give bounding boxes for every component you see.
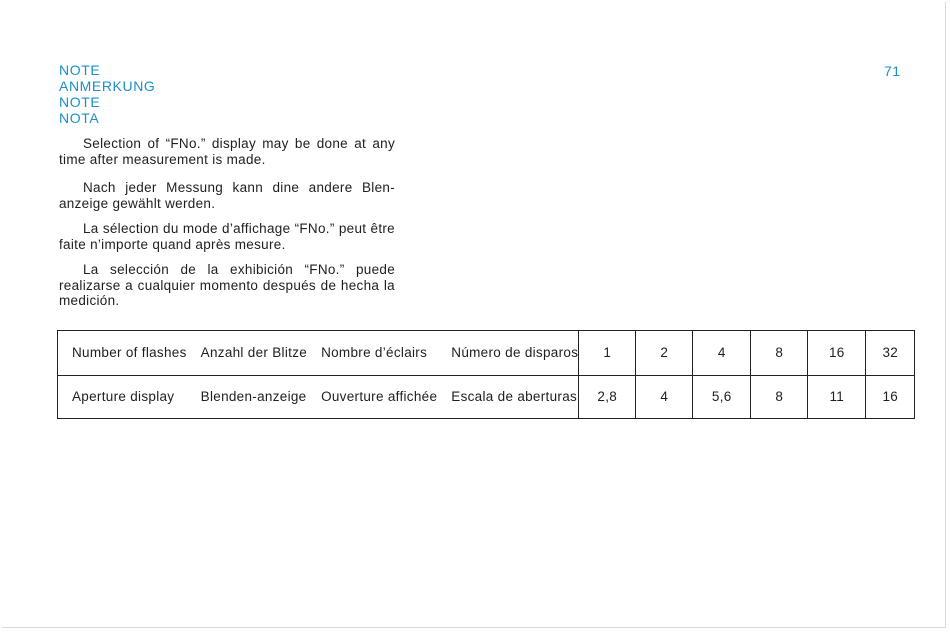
note-text-de: Nach jeder Messung kann dine andere Blen-anzeige gewählt werden. [59, 180, 395, 211]
label-de: Blenden-anzeige [187, 376, 307, 419]
value-cell: 16 [808, 331, 866, 376]
label-fr: Ouverture affichée [307, 376, 437, 419]
value-cell: 11 [808, 376, 866, 419]
table-row-flashes [58, 331, 915, 376]
note-heading-fr: NOTE [59, 94, 101, 110]
label-en: Aperture display [58, 376, 187, 419]
label-de: Anzahl der Blitze [187, 331, 307, 376]
value-cell: 5,6 [693, 376, 751, 419]
value-cell: 1 [579, 331, 636, 376]
note-heading-es: NOTA [59, 110, 100, 126]
label-es: Escala de aberturas [437, 376, 578, 419]
note-text-es: La selección de la exhibición “FNo.” puede realizarse a cualquier momento después de hecha la medición. [59, 262, 395, 308]
value-cell: 8 [751, 376, 808, 419]
value-cell: 4 [693, 331, 751, 376]
label-en: Number of flashes [58, 331, 187, 376]
value-cell: 8 [751, 331, 808, 376]
value-cell: 2 [636, 331, 693, 376]
note-heading-de: ANMERKUNG [59, 78, 156, 94]
note-heading-en: NOTE [59, 62, 101, 78]
flash-aperture-table [57, 330, 915, 419]
note-text-fr: La sélection du mode d’affichage “FNo.” peut être faite n’importe quand après mesure. [59, 221, 395, 252]
label-fr: Nombre d’éclairs [307, 331, 437, 376]
note-text-en: Selection of “FNo.” display may be done at any time after measurement is made. [59, 136, 395, 167]
value-cell: 32 [866, 331, 915, 376]
page-number: 71 [884, 63, 901, 79]
note-headings [59, 62, 155, 126]
value-cell: 2,8 [579, 376, 636, 419]
value-cell: 4 [636, 376, 693, 419]
label-es: Número de disparos [437, 331, 578, 376]
table-row-aperture [58, 376, 915, 419]
value-cell: 16 [866, 376, 915, 419]
